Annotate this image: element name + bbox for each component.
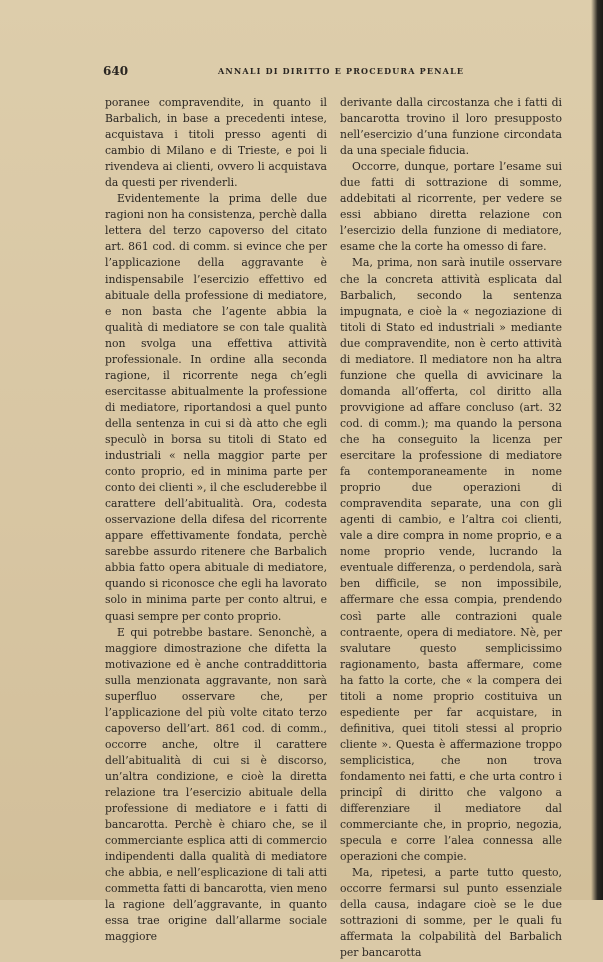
paragraph: Evidentemente la prima delle due ragioni non ha consistenza, perchè dalla lettera del terzo capoverso del citato art. 861 cod. di comm. si evince che per l’applicazione della aggravante è indispensabile l’esercizio effettivo ed abituale della professione di mediatore, e non basta che l’agente abbia la qualità di mediatore se con tale qualità non svolga una effettiva attività professionale. In ordine alla seconda ragione, il ricorrente nega ch’egli esercitasse abitualmente la professione di mediatore, riportandosi a quel punto della sentenza in cui si dà atto che egli speculò in borsa su titoli di Stato ed industriali « nella maggior parte per conto proprio, ed in minima parte per conto dei clienti », il che escluderebbe il carattere dell’abitualità. Ora, codesta osservazione della difesa del ricorrente appare effettivamente fondata, perchè sarebbe assurdo ritenere che Barbalich abbia fatto opera abituale di mediatore, quando si riconosce che egli ha lavorato solo in minima parte per conto altrui, e quasi sempre per conto proprio. [105,192,327,623]
page-header [103,63,563,79]
page-number: 640 [103,64,129,78]
left-column [105,95,327,945]
paragraph: poranee compravendite, in quanto il Barbalich, in base a precedenti intese, acquistava i titoli presso agenti di cambio di Milano e di Trieste, e poi li rivendeva ai clienti, ovvero li acquistava da questi per rivenderli. [105,96,327,190]
paragraph: derivante dalla circostanza che i fatti di bancarotta trovino il loro presupposto nell’esercizio d’una funzione circondata da una speciale fiducia. [340,96,562,158]
paragraph: Occorre, dunque, portare l’esame sui due fatti di sottrazione di somme, addebitati al ricorrente, per vedere se essi abbiano diretta relazione con l’esercizio della funzione di mediatore, esame che la corte ha omesso di fare. [340,160,562,254]
right-column [340,95,562,962]
running-title: ANNALI DI DIRITTO E PROCEDURA PENALE [218,66,465,76]
page-edge-shadow [591,0,603,900]
paragraph: Ma, prima, non sarà inutile osservare che la concreta attività esplicata dal Barbalich, secondo la sentenza impugnata, e cioè la « negoziazione di titoli di Stato ed industriali » mediante due compravendite, non è certo attività di mediatore. Il mediatore non ha altra funzione che quella di avvicinare la domanda all’offerta, col diritto alla provvigione ad affare concluso (art. 32 cod. di comm.); ma quando la persona che ha conseguito la licenza per esercitare la professione di mediatore fa contemporaneamente in nome proprio due operazioni di compravendita separate, una con gli agenti di cambio, e l’altra coi clienti, vale a dire compra in nome proprio, e a nome proprio vende, lucrando la eventuale differenza, o perdendola, sarà ben difficile, se non impossibile, affermare che essa compia, prendendo così parte alle contrazioni quale contraente, opera di mediatore. Nè, per svalutare questo semplicissimo ragionamento, basta affermare, come ha fatto la corte, che « la compera dei titoli a nome proprio costituiva un espediente per far acquistare, in definitiva, quei titoli stessi al proprio cliente ». Questa è affermazione troppo semplicistica, che non trova fondamento nei fatti, e che urta contro i principî di diritto che valgono a differenziare il mediatore dal commerciante che, in proprio, negozia, specula e corre l’alea connessa alle operazioni che compie. [340,256,562,864]
paragraph: E qui potrebbe bastare. Senonchè, a maggiore dimostrazione che difetta la motivazione ed è anche contraddittoria sulla menzionata aggravante, non sarà superfluo osservare che, per l’applicazione del più volte citato terzo capoverso dell’art. 861 cod. di comm., occorre anche, oltre il carattere dell’abitualità di cui si è discorso, un’altra condizione, e cioè la diretta relazione tra l’esercizio abituale della professione di mediatore e i fatti di bancarotta. Perchè è chiaro che, se il commerciante esplica atti di commercio indipendenti dalla qualità di mediatore che abbia, e nell’esplicazione di tali atti commetta fatti di bancarotta, vien meno la ragione dell’aggravante, in quanto essa trae origine dall’allarme sociale maggiore [105,625,327,944]
paragraph: Ma, ripetesi, a parte tutto questo, occorre fermarsi sul punto essenziale della causa, indagare cioè se le due sottrazioni di somme, per le quali fu affermata la colpabilità del Barbalich per bancarotta [340,866,562,960]
